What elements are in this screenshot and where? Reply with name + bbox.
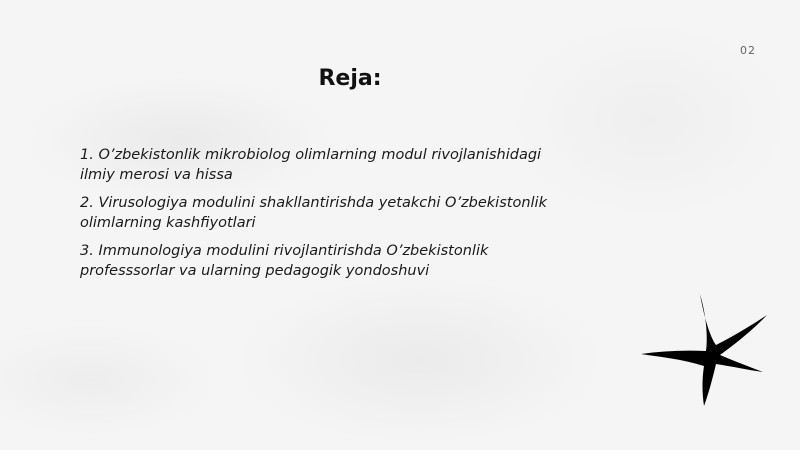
- four-point-star-icon: [636, 293, 772, 409]
- agenda-item-3: 3. Immunologiya modulini rivojlantirishda O’zbekistonlik professsorlar va ularning pedagogik yondoshuvi: [80, 243, 489, 279]
- agenda-list: [80, 145, 580, 289]
- agenda-item-2: 2. Virusologiya modulini shakllantirishda yetakchi O’zbekistonlik olimlarning kashfiyotlari: [80, 195, 547, 231]
- agenda-item-1: 1. O’zbekistonlik mikrobiolog olimlarning modul rivojlanishidagi ilmiy merosi va hissa: [80, 147, 542, 183]
- page-number: 02: [740, 44, 756, 57]
- slide-title: Reja:: [318, 66, 382, 91]
